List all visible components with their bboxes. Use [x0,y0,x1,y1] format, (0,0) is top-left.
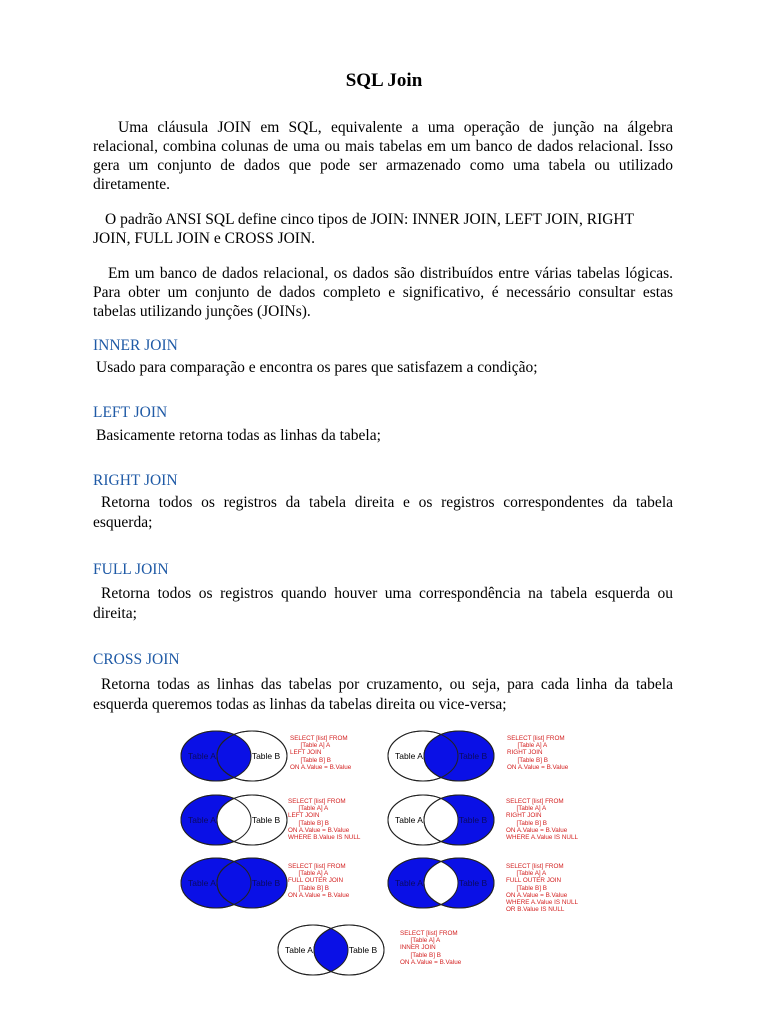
right-excluding-join-venn [385,792,497,848]
right-join-sql: SELECT [list] FROM [Table A] A RIGHT JOIN [Table B] B ON A.Value = B.Value [507,735,569,771]
right-excluding-join-sql: SELECT [list] FROM [Table A] A RIGHT JOIN [Table B] B ON A.Value = B.Value WHERE A.Value IS NULL [506,798,578,842]
left-join-text: Basicamente retorna todas as linhas da tabela; [96,427,381,444]
table-b-label: Table B [251,751,281,761]
inner-join-heading: INNER JOIN [93,337,178,354]
table-b-label: Table B [251,878,281,888]
intro-paragraph-1: Uma cláusula JOIN em SQL, equivalente a uma operação de junção na álgebra relacional, combina colunas de uma ou mais tabelas em um banco de dados relacional. Isso gera um conjunto de dados que pode ser armazenado como uma tabela ou utilizado diretamente. [93,119,673,193]
inner-join-text: Usado para comparação e encontra os pares que satisfazem a condição; [96,359,538,376]
cross-join-text: Retorna todas as linhas das tabelas por cruzamento, ou seja, para cada linha da tabela esquerda queremos todas as linhas da tabelas direita ou vice-versa; [93,676,673,713]
intro-paragraph-2: O padrão ANSI SQL define cinco tipos de JOIN: INNER JOIN, LEFT JOIN, RIGHT JOIN, FULL JOIN e CROSS JOIN. [93,211,634,247]
inner-join-sql: SELECT [list] FROM [Table A] A INNER JOIN [Table B] B ON A.Value = B.Value [400,930,462,966]
full-join-heading: FULL JOIN [93,561,169,578]
cross-join-heading: CROSS JOIN [93,651,180,668]
table-b-label: Table B [251,815,281,825]
intro-paragraph-3: Em um banco de dados relacional, os dados são distribuídos entre várias tabelas lógicas. Para obter um conjunto de dados completo e significativo, é necessário consultar estas tabelas utilizando junções (JOINs). [93,265,673,320]
left-excluding-join-venn [178,792,290,848]
table-b-label: Table B [458,878,488,888]
table-a-label: Table A [395,878,423,888]
sql-joins-venn-diagram [170,720,598,990]
full-outer-excluding-join-sql: SELECT [list] FROM [Table A] A FULL OUTER JOIN [Table B] B ON A.Value = B.Value WHERE A.Value IS NULL OR B.Value IS NULL [506,863,578,914]
table-b-label: Table B [458,751,488,761]
table-a-label: Table A [188,815,216,825]
table-a-label: Table A [395,815,423,825]
left-join-sql: SELECT [list] FROM [Table A] A LEFT JOIN [Table B] B ON A.Value = B.Value [290,735,352,771]
left-join-venn [178,728,290,784]
table-a-label: Table A [395,751,423,761]
document-title: SQL Join [345,70,423,91]
left-excluding-join-sql: SELECT [list] FROM [Table A] A LEFT JOIN [Table B] B ON A.Value = B.Value WHERE B.Value IS NULL [288,798,361,842]
table-b-label: Table B [458,815,488,825]
right-join-venn [385,728,497,784]
inner-join-venn [275,922,387,978]
right-join-text: Retorna todos os registros da tabela direita e os registros correspondentes da tabela esquerda; [93,494,673,531]
table-a-label: Table A [188,878,216,888]
full-outer-join-venn [178,855,290,911]
table-a-label: Table A [285,945,313,955]
table-a-label: Table A [188,751,216,761]
full-outer-join-sql: SELECT [list] FROM [Table A] A FULL OUTER JOIN [Table B] B ON A.Value = B.Value [288,863,350,899]
left-join-heading: LEFT JOIN [93,404,168,421]
table-b-label: Table B [348,945,378,955]
full-outer-excluding-join-venn [385,855,497,911]
right-join-heading: RIGHT JOIN [93,472,178,489]
full-join-text: Retorna todos os registros quando houver uma correspondência na tabela esquerda ou direita; [93,585,673,622]
